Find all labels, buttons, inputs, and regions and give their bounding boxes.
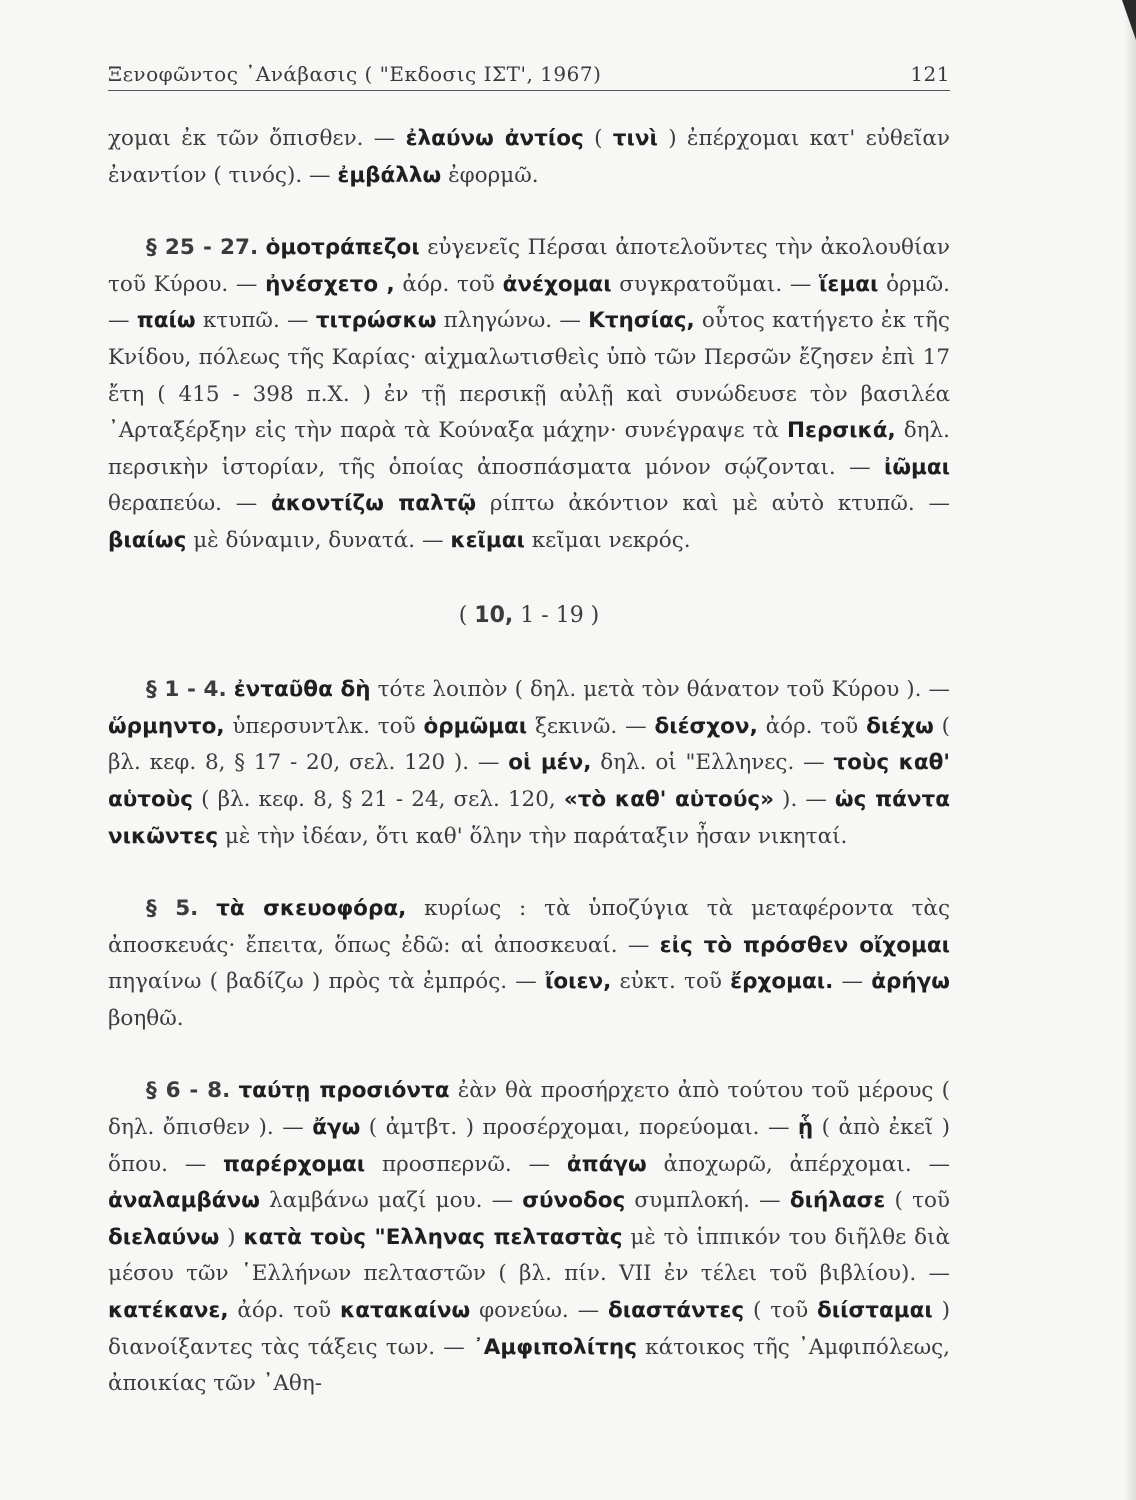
gloss-text: πηγαίνω ( βαδίζω ) πρὸς τὰ ἐμπρός. —: [108, 969, 545, 995]
gloss-text: χομαι ἐκ τῶν ὄπισθεν. —: [108, 126, 406, 151]
bold-term: διέσχον,: [654, 713, 758, 739]
bold-term: κατακαίνω: [339, 1298, 471, 1324]
bold-term: Κτησίας,: [588, 308, 695, 334]
paragraph-5: [108, 891, 950, 1037]
book-page: [108, 62, 950, 1403]
gloss-text: ἐὰν θὰ προσήρχετο ἀπὸ τούτου τοῦ μέρους ( δηλ. ὄπισθεν ). —: [108, 1078, 950, 1141]
bold-term: «τὸ καθ' αὑτούς»: [563, 786, 774, 812]
bold-term: διήλασε: [789, 1188, 886, 1214]
gloss-text: ξεκινῶ. —: [527, 713, 655, 739]
bold-term: ὥρμηντο,: [108, 713, 225, 739]
gloss-text: (: [458, 602, 475, 628]
gloss-text: φονεύω. —: [470, 1298, 608, 1324]
gloss-text: οὗτος κατήγετο ἐκ τῆς Κνίδου, πόλεως τῆς Καρίας· αἰχμαλωτισθεὶς ὑπὸ τῶν Περσῶν ἔζησεν ἐπὶ 17 ἔτη ( 415 - 398 π.Χ. ) ἐν τῇ περσικῇ αὐλῇ καὶ συνώδευσε τὸν βασιλέα ᾿Αρταξέρξην εἰς τὴν παρὰ τὰ Κούναξα μάχην· συνέγραψε τὰ: [108, 308, 950, 444]
running-header: [108, 62, 950, 91]
gloss-text: ρίπτω ἀκόντιον καὶ μὲ αὐτὸ κτυπῶ. —: [476, 491, 950, 517]
paragraph-25-27: [108, 230, 950, 559]
bold-term: ἔρχομαι.: [730, 969, 834, 995]
gloss-text: ἐφορμῶ.: [441, 162, 539, 188]
gloss-text: συμπλοκή. —: [625, 1188, 790, 1214]
gloss-text: ὁρμῶ. —: [108, 271, 950, 334]
bold-term: ὁμοτράπεζοι: [265, 235, 420, 261]
page-body: [108, 121, 950, 1403]
bold-term: ὁρμῶμαι: [423, 713, 528, 739]
running-title: Ξενοφῶντος ᾿Ανάβασις ( "Εκδοσις ΙΣΤ', 1967): [108, 62, 602, 86]
gloss-text: ( τοῦ: [744, 1298, 818, 1324]
bold-term: βιαίως: [108, 527, 187, 553]
bold-term: παίω: [136, 308, 196, 334]
gloss-text: μὲ τὸ ἱππικόν του διῆλθε διὰ μέσου τῶν ῾Ελλήνων πελταστῶν ( βλ. πίν. VII ἐν τέλει τοῦ βιβλίου). —: [108, 1224, 950, 1287]
gloss-text: συγκρατοῦμαι. —: [611, 271, 820, 297]
bold-term: τοὺς καθ' αὑτοὺς: [108, 750, 950, 812]
gloss-text: πληγώνω. —: [436, 308, 589, 334]
bold-term: τὰ σκευοφόρα,: [216, 896, 407, 922]
gloss-text: ( βλ. κεφ. 8, § 17 - 20, σελ. 120 ). —: [108, 713, 950, 776]
gloss-text: εὐκτ. τοῦ: [611, 969, 731, 995]
bold-term: ὡς πάντα νικῶντες: [108, 786, 950, 849]
gloss-text: ( βλ. κεφ. 8, § 21 - 24, σελ. 120,: [193, 786, 564, 812]
bold-term: κατὰ τοὺς "Ελληνας πελταστὰς: [243, 1224, 623, 1250]
gloss-text: κεῖμαι νεκρός.: [524, 527, 691, 553]
bold-term: διίσταμαι: [817, 1298, 933, 1324]
bold-term: ἀνέχομαι: [502, 271, 612, 297]
bold-term: ἠνέσχετο ,: [265, 271, 395, 297]
bold-term: οἱ μέν,: [508, 750, 592, 776]
gloss-text: (: [583, 126, 613, 151]
bold-term: εἰς τὸ πρόσθεν οἴχομαι: [659, 932, 950, 958]
gloss-text: ( τοῦ: [885, 1188, 950, 1214]
bold-term: Περσικά,: [787, 418, 896, 444]
section-number: § 6 - 8.: [146, 1078, 231, 1104]
gloss-text: ἀόρ. τοῦ: [757, 713, 867, 739]
bold-term: κατέκανε,: [108, 1298, 229, 1324]
bold-term: ἴοιεν,: [544, 969, 612, 995]
section-number: § 5.: [146, 896, 199, 922]
bold-term: παρέρχομαι: [223, 1151, 366, 1177]
gloss-text: ( ἀμτβτ. ) προσέρχομαι, πορεύομαι. —: [360, 1115, 798, 1141]
gloss-text: κάτοικος τῆς ᾿Αμφιπόλεως, ἀποικίας τῶν ᾿Αθη-: [108, 1334, 950, 1397]
gloss-text: ἀόρ. τοῦ: [228, 1298, 340, 1324]
bold-term: κεῖμαι: [450, 527, 525, 553]
gloss-text: ) διανοίξαντες τὰς τάξεις των. —: [108, 1298, 950, 1360]
bold-term: διελαύνω: [108, 1224, 220, 1250]
paragraph-1-4: [108, 672, 950, 855]
bold-term: ἄγω: [312, 1115, 361, 1141]
bold-term: ταύτῃ προσιόντα: [238, 1078, 450, 1104]
bold-term: ἰῶμαι: [883, 454, 950, 480]
bold-term: ἐμβάλλω: [337, 162, 442, 188]
gloss-text: τότε λοιπὸν ( δηλ. μετὰ τὸν θάνατον τοῦ Κύρου ). —: [370, 677, 950, 703]
gloss-text: 1 - 19 ): [513, 602, 600, 628]
page-corner-mark: [1122, 0, 1136, 40]
gloss-text: ὑπερσυντλκ. τοῦ: [224, 713, 424, 739]
page-edge-shadow: [1124, 0, 1136, 1500]
paragraph-continuation: [108, 121, 950, 194]
gloss-text: δηλ. περσικὴν ἱστορίαν, τῆς ὁποίας ἀποσπάσματα μόνον σῴζονται. —: [108, 418, 950, 480]
gloss-text: κτυπῶ. —: [195, 308, 316, 334]
bold-term: σύνοδος: [522, 1188, 626, 1214]
paragraph-6-8: [108, 1073, 950, 1402]
gloss-text: θεραπεύω. —: [108, 491, 271, 517]
gloss-text: μὲ δύναμιν, δυνατά. —: [186, 527, 451, 553]
gloss-text: ἀποχωρῶ, ἀπέρχομαι. —: [646, 1151, 950, 1177]
gloss-text: λαμβάνω μαζί μου. —: [259, 1188, 523, 1214]
gloss-text: ). —: [773, 786, 835, 812]
gloss-text: —: [833, 969, 872, 995]
gloss-text: ): [219, 1224, 244, 1250]
gloss-text: 10,: [474, 602, 514, 628]
bold-term: ἐνταῦθα δὴ: [233, 677, 371, 703]
bold-term: ἀπάγω: [566, 1151, 647, 1177]
gloss-text: κυρίως : τὰ ὑποζύγια τὰ μεταφέροντα τὰς ἀποσκευάς· ἔπειτα, ὅπως ἐδῶ: αἱ ἀποσκευαί. —: [108, 896, 950, 958]
section-number: § 25 - 27.: [146, 235, 259, 261]
gloss-text: ) ἐπέρχομαι κατ' εὐθεῖαν ἐναντίον ( τινός). —: [108, 126, 950, 188]
gloss-text: βοηθῶ.: [108, 1005, 184, 1031]
gloss-text: μὲ τὴν ἰδέαν, ὅτι καθ' ὅλην τὴν παράταξιν ἦσαν νικηταί.: [218, 823, 848, 849]
bold-term: ᾗ: [797, 1115, 814, 1141]
gloss-text: ( ἀπὸ ἐκεῖ ) ὅπου. —: [108, 1115, 950, 1177]
bold-term: διέχω: [866, 713, 934, 739]
gloss-text: προσπερνῶ. —: [365, 1151, 567, 1177]
bold-term: ἐλαύνω ἀντίος: [405, 126, 584, 151]
gloss-text: ἀόρ. τοῦ: [394, 271, 503, 297]
bold-term: ἵεμαι: [819, 271, 879, 297]
gloss-text: δηλ. οἱ "Ελληνες. —: [591, 750, 834, 776]
bold-term: ᾿Αμφιπολίτης: [473, 1334, 637, 1360]
chapter-section-heading: [108, 598, 950, 635]
bold-term: ἀκοντίζω παλτῷ: [270, 491, 477, 517]
bold-term: ἀρήγω: [871, 969, 950, 995]
bold-term: τινὶ: [612, 126, 658, 151]
section-number: § 1 - 4.: [146, 677, 227, 703]
gloss-text: εὐγενεῖς Πέρσαι ἀποτελοῦντες τὴν ἀκολουθίαν τοῦ Κύρου. —: [108, 235, 950, 297]
page-number: 121: [910, 62, 950, 86]
bold-term: διαστάντες: [607, 1298, 745, 1324]
bold-term: ἀναλαμβάνω: [108, 1188, 260, 1214]
bold-term: τιτρώσκω: [315, 308, 437, 334]
